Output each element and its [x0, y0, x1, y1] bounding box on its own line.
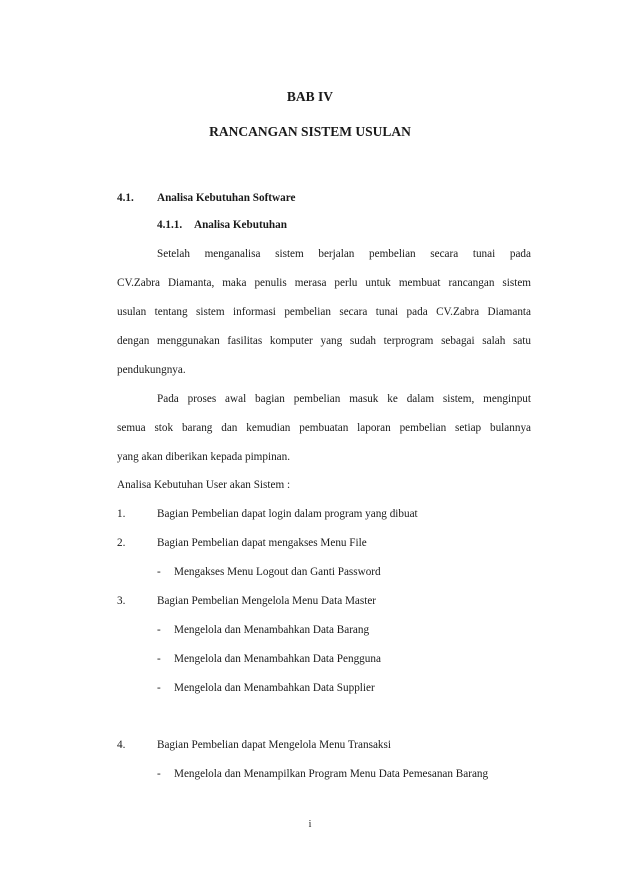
paragraph-line: usulan tentang sistem informasi pembelian secara tunai pada CV.Zabra Diamanta — [117, 306, 531, 318]
chapter-heading: BAB IV — [286, 89, 334, 104]
list-item-number: 3. — [117, 595, 126, 607]
subsection-number: 4.1.1. — [157, 219, 183, 231]
section-number: 4.1. — [117, 192, 134, 204]
sub-item-dash: - — [157, 566, 161, 578]
list-item-text: Bagian Pembelian dapat mengakses Menu File — [157, 537, 367, 549]
list-item-text: Bagian Pembelian dapat login dalam program yang dibuat — [157, 508, 418, 520]
sub-item-text: Mengelola dan Menambahkan Data Barang — [174, 624, 370, 636]
list-item-text: Bagian Pembelian dapat Mengelola Menu Transaksi — [157, 739, 391, 751]
paragraph-line: yang akan diberikan kepada pimpinan. — [117, 451, 291, 463]
paragraph-line: semua stok barang dan kemudian pembuatan laporan pembelian setiap bulannya — [117, 422, 531, 434]
section-title: Analisa Kebutuhan Software — [157, 192, 296, 204]
list-item-number: 1. — [117, 508, 126, 520]
sub-item-text: Mengelola dan Menambahkan Data Pengguna — [174, 653, 381, 665]
list-item-text: Bagian Pembelian Mengelola Menu Data Master — [157, 595, 377, 607]
paragraph-line: pendukungnya. — [117, 364, 186, 376]
paragraph-line: CV.Zabra Diamanta, maka penulis merasa perlu untuk membuat rancangan sistem — [117, 277, 531, 289]
sub-item-dash: - — [157, 768, 161, 780]
page-number: i — [308, 819, 312, 830]
sub-item-dash: - — [157, 653, 161, 665]
chapter-title: RANCANGAN SISTEM USULAN — [209, 124, 411, 139]
list-item-number: 2. — [117, 537, 126, 549]
paragraph-line: Setelah menganalisa sistem berjalan pembelian secara tunai pada — [157, 248, 531, 260]
sub-item-text: Mengelola dan Menampilkan Program Menu Data Pemesanan Barang — [174, 768, 489, 780]
list-intro: Analisa Kebutuhan User akan Sistem : — [117, 479, 291, 491]
sub-item-dash: - — [157, 682, 161, 694]
sub-item-dash: - — [157, 624, 161, 636]
paragraph-line: Pada proses awal bagian pembelian masuk ke dalam sistem, menginput — [157, 393, 531, 405]
list-item-number: 4. — [117, 739, 126, 751]
sub-item-text: Mengakses Menu Logout dan Ganti Password — [174, 566, 381, 578]
subsection-title: Analisa Kebutuhan — [194, 219, 287, 231]
paragraph-line: dengan menggunakan fasilitas komputer yang sudah terprogram sebagai salah satu — [117, 335, 531, 347]
sub-item-text: Mengelola dan Menambahkan Data Supplier — [174, 682, 375, 694]
